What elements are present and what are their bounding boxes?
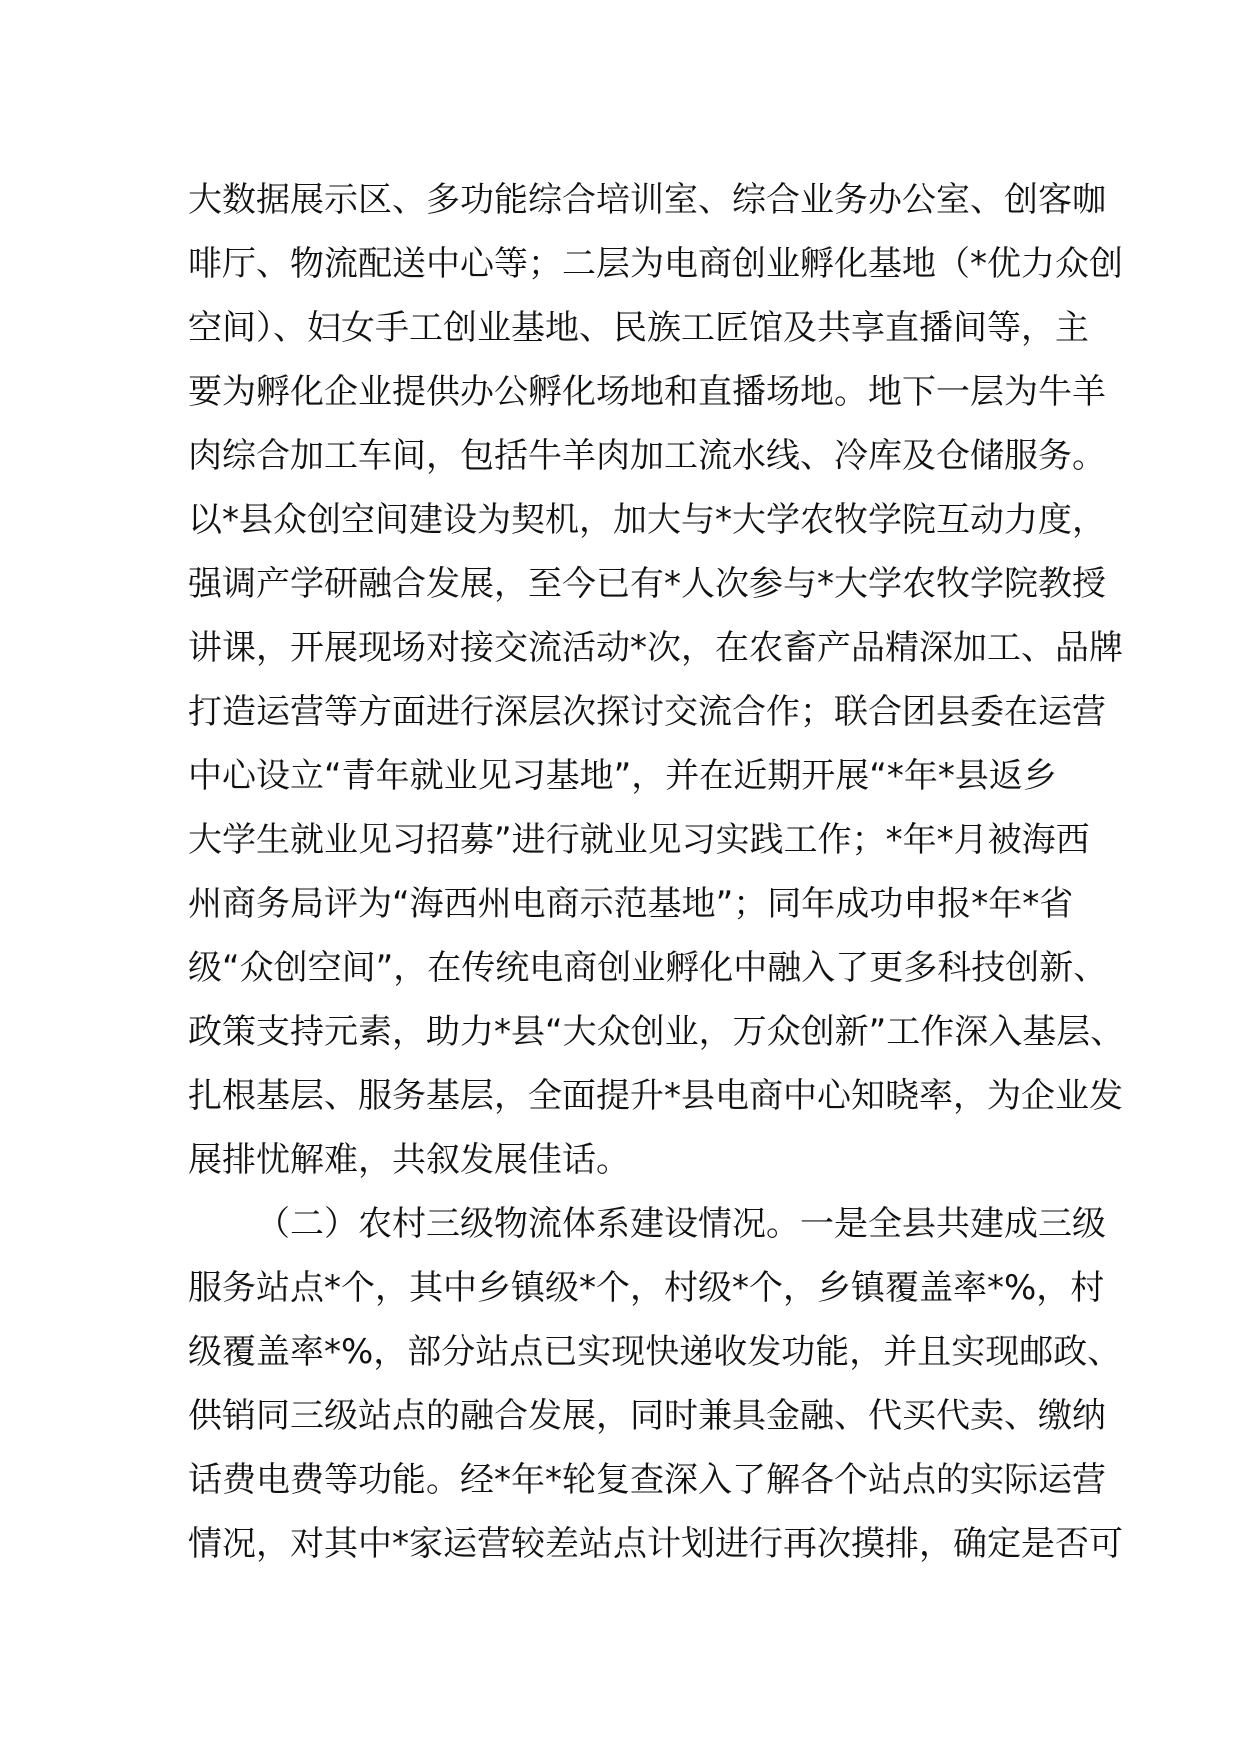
section-heading-line: （二）农村三级物流体系建设情况。一是全县共建成三级 bbox=[256, 1204, 1106, 1244]
text-line: 州商务局评为“海西州电商示范基地”；同年成功申报*年*省 bbox=[188, 884, 1074, 924]
text-line: 大数据展示区、多功能综合培训室、综合业务办公室、创客咖 bbox=[188, 180, 1106, 220]
text-line: 供销同三级站点的融合发展，同时兼具金融、代买代卖、缴纳 bbox=[188, 1396, 1106, 1436]
text-line: 空间）、妇女手工创业基地、民族工匠馆及共享直播间等，主 bbox=[188, 308, 1089, 348]
text-line: 级覆盖率*%，部分站点已实现快递收发功能，并且实现邮政、 bbox=[188, 1332, 1122, 1372]
text-line: 扎根基层、服务基层，全面提升*县电商中心知晓率，为企业发 bbox=[188, 1076, 1123, 1116]
text-line: 中心设立“青年就业见习基地”，并在近期开展“*年*县返乡 bbox=[188, 756, 1057, 796]
text-line: 要为孵化企业提供办公孵化场地和直播场地。地下一层为牛羊 bbox=[188, 372, 1106, 412]
text-line: 级“众创空间”，在传统电商创业孵化中融入了更多科技创新、 bbox=[188, 948, 1108, 988]
text-line: 情况，对其中*家运营较差站点计划进行再次摸排，确定是否可 bbox=[188, 1524, 1123, 1564]
text-line: 肉综合加工车间，包括牛羊肉加工流水线、冷库及仓储服务。 bbox=[188, 436, 1106, 476]
text-line: 打造运营等方面进行深层次探讨交流合作；联合团县委在运营 bbox=[188, 692, 1106, 732]
text-line: 政策支持元素，助力*县“大众创业，万众创新”工作深入基层、 bbox=[188, 1012, 1125, 1052]
text-line: 话费电费等功能。经*年*轮复查深入了解各个站点的实际运营 bbox=[188, 1460, 1106, 1500]
text-line: 啡厅、物流配送中心等；二层为电商创业孵化基地（*优力众创 bbox=[188, 244, 1123, 284]
text-line: 服务站点*个，其中乡镇级*个，村级*个，乡镇覆盖率*%，村 bbox=[188, 1268, 1105, 1308]
body-text bbox=[188, 168, 1125, 1576]
text-line: 展排忧解难，共叙发展佳话。 bbox=[188, 1140, 630, 1180]
text-line: 讲课，开展现场对接交流活动*次，在农畜产品精深加工、品牌 bbox=[188, 628, 1123, 668]
text-line: 强调产学研融合发展，至今已有*人次参与*大学农牧学院教授 bbox=[188, 564, 1106, 604]
text-line: 以*县众创空间建设为契机，加大与*大学农牧学院互动力度， bbox=[188, 500, 1106, 540]
text-line: 大学生就业见习招募”进行就业见习实践工作；*年*月被海西 bbox=[188, 820, 1090, 860]
